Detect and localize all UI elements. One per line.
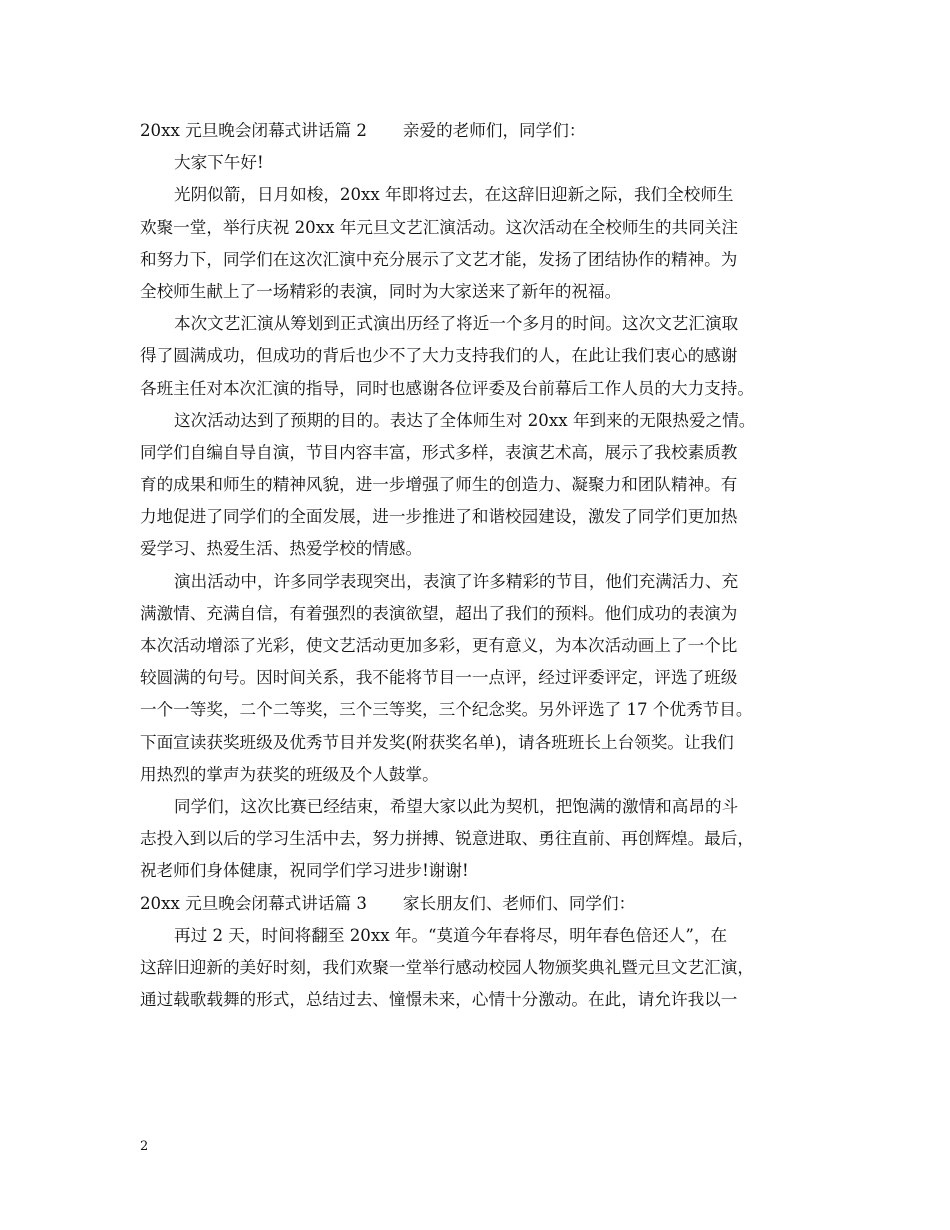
- section-title: 20xx 元旦晚会闭幕式讲话篇 3: [140, 893, 367, 913]
- paragraph-first-line: 大家下午好!: [174, 153, 264, 173]
- paragraph-line: 力地促进了同学们的全面发展，进一步推进了和谐校园建设，激发了同学们更加热: [140, 507, 738, 527]
- paragraph-line: 和努力下，同学们在这次汇演中充分展示了文艺才能，发扬了团结协作的精神。为: [140, 249, 738, 269]
- paragraph-line: 欢聚一堂，举行庆祝 20xx 年元旦文艺汇演活动。这次活动在全校师生的共同关注: [140, 217, 738, 237]
- paragraph-line: 本次活动增添了光彩，使文艺活动更加多彩，更有意义，为本次活动画上了一个比: [140, 636, 738, 655]
- section-title: 20xx 元旦晚会闭幕式讲话篇 2: [140, 121, 367, 140]
- paragraph-first-line: 再过 2 天，时间将翻至 20xx 年。“莫道今年春将尽，明年春色倍还人”，在: [174, 925, 728, 945]
- paragraph-line: 得了圆满成功，但成功的背后也少不了大力支持我们的人，在此让我们衷心的感谢: [140, 346, 738, 366]
- section-heading-line: [140, 115, 815, 147]
- paragraph-first-line: 同学们，这次比赛已经结束，希望大家以此为契机，把饱满的激情和高昂的斗: [174, 796, 739, 816]
- paragraph-first-line: 光阴似箭，日月如梭，20xx 年即将过去，在这辞旧迎新之际，我们全校师生: [174, 185, 734, 205]
- paragraph-line: 爱学习、热爱生活、热爱学校的情感。: [140, 539, 423, 559]
- paragraph-line: 一个一等奖，二个二等奖，三个三等奖，三个纪念奖。另外评选了 17 个优秀节目。: [140, 700, 753, 720]
- paragraph-line: 用热烈的掌声为获奖的班级及个人鼓掌。: [140, 764, 439, 784]
- page-number: 2: [140, 1139, 149, 1154]
- paragraph-line: 志投入到以后的学习生活中去，努力拼搏、锐意进取、勇往直前、再创辉煌。最后，: [140, 829, 754, 849]
- paragraph-line: 全校师生献上了一场精彩的表演，同时为大家送来了新年的祝福。: [140, 281, 622, 301]
- paragraph-line: 祝老师们身体健康，祝同学们学习进步!谢谢!: [140, 861, 469, 881]
- salutation: 家长朋友们、老师们、同学们：: [402, 893, 636, 913]
- paragraph-first-line: 本次文艺汇演从筹划到正式演出历经了将近一个多月的时间。这次文艺汇演取: [174, 314, 739, 334]
- section-heading-line: [140, 888, 815, 920]
- paragraph-line: 各班主任对本次汇演的指导，同时也感谢各位评委及台前幕后工作人员的大力支持。: [140, 378, 754, 398]
- paragraph-line: 育的成果和师生的精神风貌，进一步增强了师生的创造力、凝聚力和团队精神。有: [140, 475, 738, 495]
- paragraph-line: 下面宣读获奖班级及优秀节目并发奖(附获奖名单)，请各班班长上台领奖。让我们: [140, 732, 734, 752]
- paragraph-line: 满激情、充满自信，有着强烈的表演欲望，超出了我们的预料。他们成功的表演为: [140, 603, 738, 623]
- document-body: [140, 115, 815, 1016]
- paragraph-first-line: 这次活动达到了预期的目的。表达了全体师生对 20xx 年到来的无限热爱之情。: [174, 410, 756, 430]
- paragraph-line: 通过载歌载舞的形式，总结过去、憧憬未来，心情十分激动。在此，请允许我以一: [140, 990, 738, 1010]
- paragraph-first-line: 演出活动中，许多同学表现突出，表演了许多精彩的节目，他们充满活力、充: [174, 571, 739, 591]
- paragraph-line: 这辞旧迎新的美好时刻，我们欢聚一堂举行感动校园人物颁奖典礼暨元旦文艺汇演，: [140, 957, 754, 977]
- paragraph-line: 较圆满的句号。因时间关系，我不能将节目一一点评，经过评委评定，评选了班级: [140, 668, 738, 688]
- salutation: 亲爱的老师们，同学们：: [402, 121, 586, 140]
- paragraph-line: 同学们自编自导自演，节目内容丰富，形式多样，表演艺术高，展示了我校素质教: [140, 442, 738, 462]
